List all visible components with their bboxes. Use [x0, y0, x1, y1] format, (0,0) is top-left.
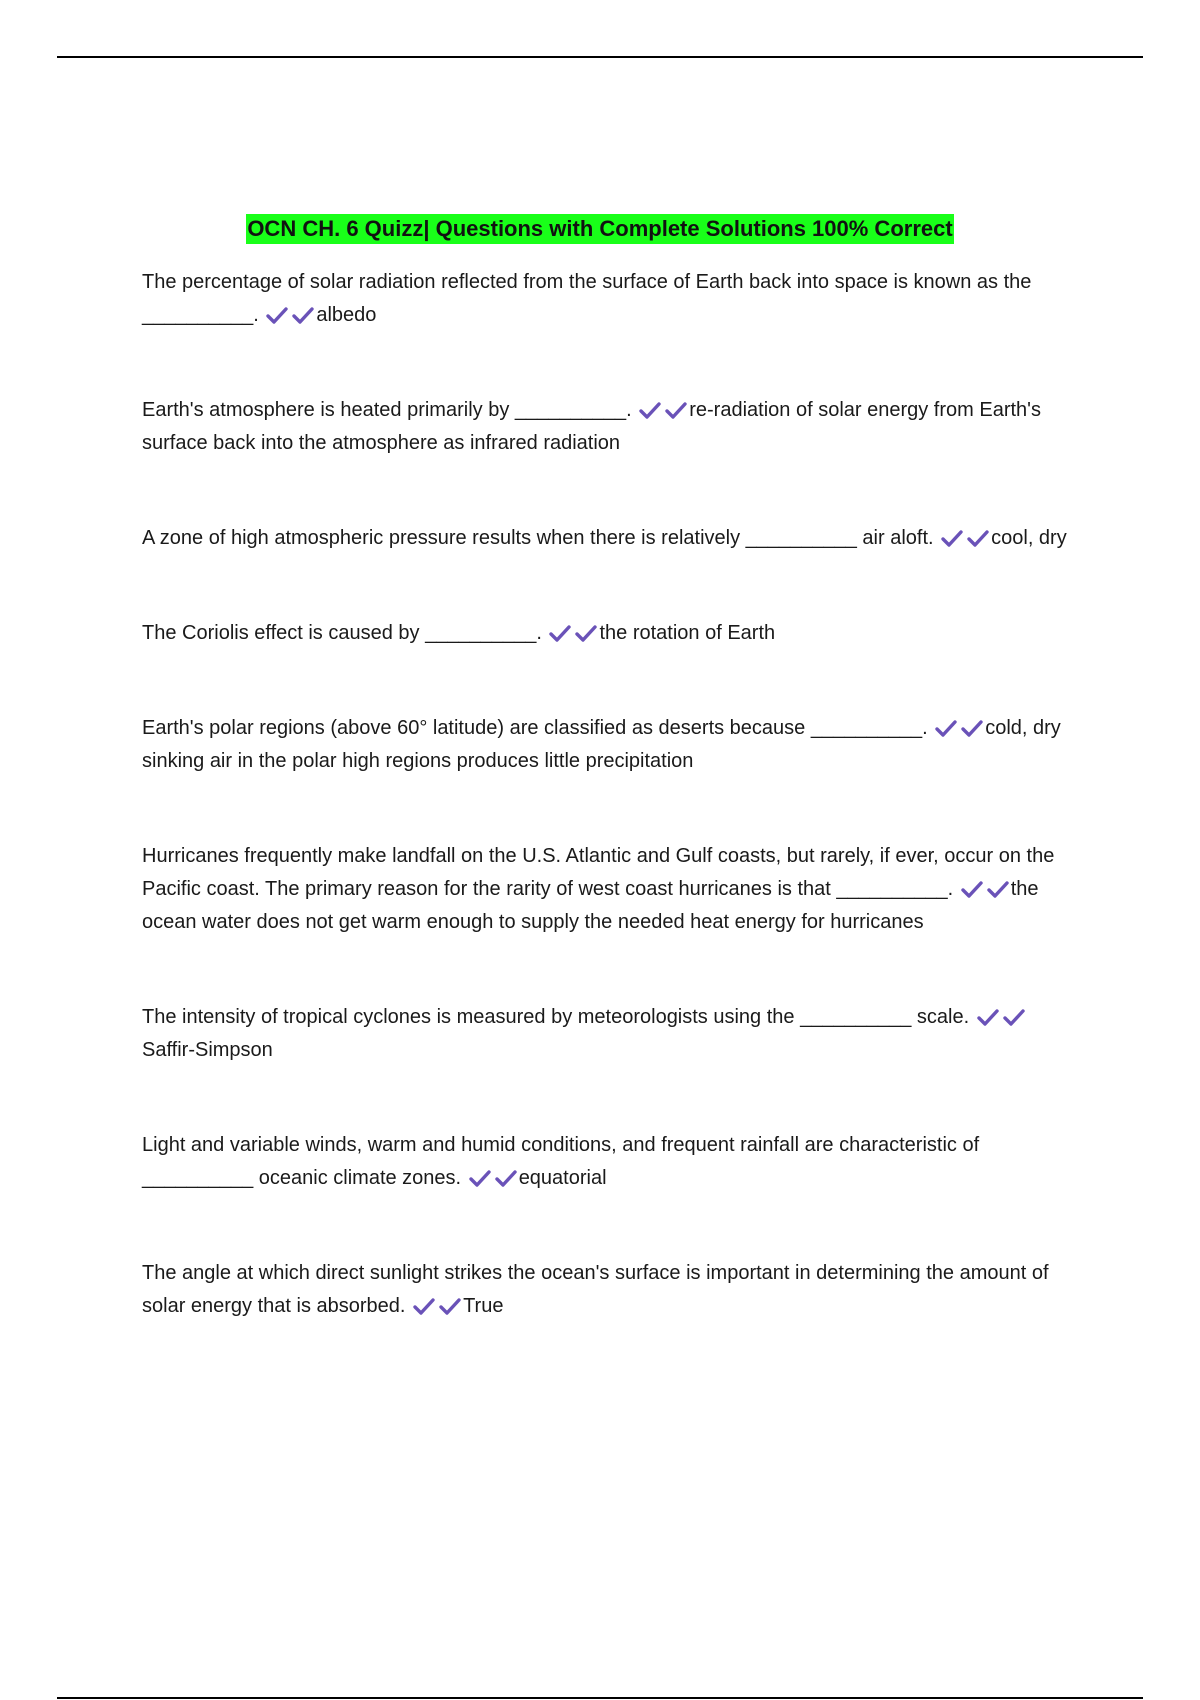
answer-text: the ocean water does not get warm enough to supply the needed heat energy for hurricanes [142, 878, 1039, 933]
qa-item-8 [142, 1129, 1072, 1195]
qa-item-5 [142, 712, 1072, 778]
qa-item-2 [142, 394, 1072, 460]
qa-item-9 [142, 1257, 1072, 1323]
answer-text: cool, dry [991, 527, 1067, 549]
answer-text: the rotation of Earth [599, 622, 776, 644]
check-icon [638, 400, 662, 420]
check-icon [664, 400, 688, 420]
question-text: The percentage of solar radiation reflected from the surface of Earth back into space is known as the __________. [142, 271, 1032, 326]
question-text: Earth's atmosphere is heated primarily by __________. [142, 399, 632, 421]
check-pair [264, 304, 316, 326]
check-icon [494, 1168, 518, 1188]
check-icon [934, 718, 958, 738]
check-icon [986, 879, 1010, 899]
check-icon [548, 623, 572, 643]
qa-item-3 [142, 522, 1072, 555]
check-pair [975, 1006, 1027, 1028]
question-text: Hurricanes frequently make landfall on the U.S. Atlantic and Gulf coasts, but rarely, if ever, occur on the Pacific coast. The primary reason for the rarity of west coast hurricanes is that __________. [142, 845, 1055, 900]
check-icon [574, 623, 598, 643]
check-pair [467, 1167, 519, 1189]
answer-text: Saffir-Simpson [142, 1039, 273, 1061]
check-icon [976, 1007, 1000, 1027]
check-icon [468, 1168, 492, 1188]
qa-list [142, 266, 1072, 1385]
check-icon [940, 528, 964, 548]
question-text: The intensity of tropical cyclones is measured by meteorologists using the __________ scale. [142, 1006, 970, 1028]
answer-text: True [463, 1295, 504, 1317]
qa-item-7 [142, 1001, 1072, 1067]
check-icon [265, 305, 289, 325]
bottom-rule [57, 1697, 1143, 1699]
check-icon [1002, 1007, 1026, 1027]
question-text: Light and variable winds, warm and humid conditions, and frequent rainfall are characteristic of __________ oceanic climate zones. [142, 1134, 980, 1189]
qa-item-6 [142, 840, 1072, 939]
question-text: Earth's polar regions (above 60° latitude) are classified as deserts because __________. [142, 717, 928, 739]
qa-item-1 [142, 266, 1072, 332]
check-pair [411, 1295, 463, 1317]
question-text: The Coriolis effect is caused by __________. [142, 622, 542, 644]
title-wrap [0, 214, 1200, 244]
check-icon [960, 879, 984, 899]
question-text: The angle at which direct sunlight strikes the ocean's surface is important in determining the amount of solar energy that is absorbed. [142, 1262, 1049, 1317]
check-pair [933, 717, 985, 739]
check-icon [960, 718, 984, 738]
check-icon [438, 1296, 462, 1316]
document-title: OCN CH. 6 Quizz| Questions with Complete Solutions 100% Correct [246, 214, 953, 244]
check-icon [966, 528, 990, 548]
check-pair [959, 878, 1011, 900]
check-icon [291, 305, 315, 325]
top-rule [57, 56, 1143, 58]
answer-text: equatorial [518, 1167, 607, 1189]
check-pair [939, 527, 991, 549]
qa-item-4 [142, 617, 1072, 650]
check-icon [412, 1296, 436, 1316]
check-pair [547, 622, 599, 644]
answer-text: re-radiation of solar energy from Earth's surface back into the atmosphere as infrared radiation [142, 399, 1041, 454]
question-text: A zone of high atmospheric pressure results when there is relatively __________ air aloft. [142, 527, 934, 549]
check-pair [637, 399, 689, 421]
answer-text: cold, dry sinking air in the polar high regions produces little precipitation [142, 717, 1061, 772]
answer-text: albedo [316, 304, 377, 326]
